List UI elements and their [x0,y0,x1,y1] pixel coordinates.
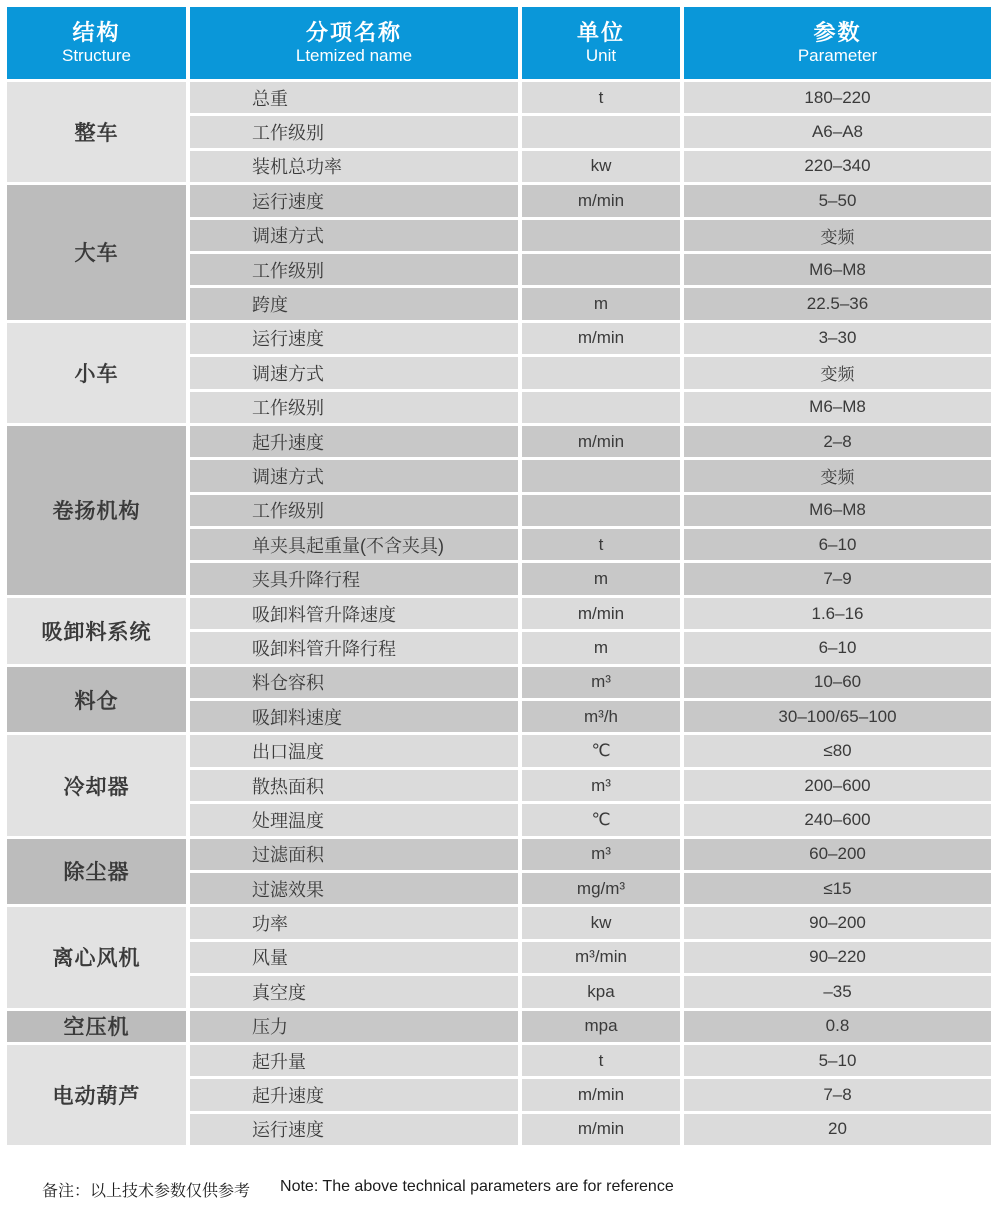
item-name-cell: 运行速度 [190,323,518,354]
header-structure-en: Structure [62,46,131,65]
table-group [7,839,993,905]
parameter-cell: ≤15 [684,873,991,904]
header-parameter-en: Parameter [797,46,878,65]
item-name-cell: 料仓容积 [190,667,518,698]
unit-cell [522,116,680,147]
footer-note-zh: 备注：以上技术参数仅供参考 [42,1183,251,1200]
structure-label: 卷扬机构 [7,426,186,595]
table-row [190,357,993,388]
group-rows [190,323,993,423]
table-row [190,1079,993,1110]
item-name-cell: 调速方式 [190,220,518,251]
table-row [190,220,993,251]
group-rows [190,1011,993,1042]
header-cell-unit [522,7,680,79]
parameter-cell: 6–10 [684,632,991,663]
structure-label: 小车 [7,323,186,423]
unit-cell: m/min [522,598,680,629]
unit-cell [522,220,680,251]
parameter-cell: 90–220 [684,942,991,973]
unit-cell [522,392,680,423]
unit-cell: m³/min [522,942,680,973]
unit-cell: t [522,82,680,113]
table-row [190,460,993,491]
header-cell-parameter [684,7,991,79]
technical-parameters-table [7,7,993,1148]
parameter-cell: 1.6–16 [684,598,991,629]
item-name-cell: 调速方式 [190,357,518,388]
unit-cell: mpa [522,1011,680,1042]
parameter-cell: 60–200 [684,839,991,870]
table-body [7,82,993,1145]
item-name-cell: 吸卸料速度 [190,701,518,732]
unit-cell: m³ [522,770,680,801]
table-group [7,1045,993,1145]
table-group [7,1011,993,1042]
table-row [190,529,993,560]
group-rows [190,735,993,835]
item-name-cell: 总重 [190,82,518,113]
parameter-cell: 变频 [684,220,991,251]
structure-label: 料仓 [7,667,186,733]
parameter-cell: 220–340 [684,151,991,182]
header-itemized-name-en: Ltemized name [295,46,413,65]
header-cell-itemized-name [190,7,518,79]
parameter-cell: 7–9 [684,563,991,594]
parameter-cell: 5–50 [684,185,991,216]
item-name-cell: 起升速度 [190,1079,518,1110]
unit-cell: m [522,288,680,319]
item-name-cell: 起升速度 [190,426,518,457]
table-row [190,151,993,182]
parameter-cell: M6–M8 [684,392,991,423]
unit-cell: kpa [522,976,680,1007]
table-row [190,873,993,904]
parameter-cell: 22.5–36 [684,288,991,319]
item-name-cell: 起升量 [190,1045,518,1076]
table-row [190,839,993,870]
group-rows [190,598,993,664]
parameter-cell: M6–M8 [684,495,991,526]
group-rows [190,839,993,905]
unit-cell: m/min [522,426,680,457]
parameter-cell: 变频 [684,460,991,491]
parameter-cell: 200–600 [684,770,991,801]
group-rows [190,82,993,182]
item-name-cell: 真空度 [190,976,518,1007]
unit-cell: mg/m³ [522,873,680,904]
unit-cell: ℃ [522,804,680,835]
header-structure-zh: 结构 [72,19,121,45]
table-row [190,82,993,113]
unit-cell: m³/h [522,701,680,732]
unit-cell: t [522,1045,680,1076]
table-row [190,426,993,457]
header-itemized-name-zh: 分项名称 [305,19,402,45]
item-name-cell: 运行速度 [190,185,518,216]
unit-cell [522,460,680,491]
parameter-cell: 240–600 [684,804,991,835]
header-parameter-zh: 参数 [813,19,862,45]
table-row [190,1114,993,1145]
table-row [190,632,993,663]
table-group [7,426,993,595]
unit-cell: m³ [522,839,680,870]
unit-cell [522,357,680,388]
structure-label: 离心风机 [7,907,186,1007]
structure-label: 空压机 [7,1011,186,1042]
table-header [7,7,993,79]
unit-cell: m³ [522,667,680,698]
parameter-cell: A6–A8 [684,116,991,147]
footer-note [42,1178,674,1201]
parameter-cell: 20 [684,1114,991,1145]
table-row [190,942,993,973]
unit-cell: m [522,632,680,663]
parameter-cell: –35 [684,976,991,1007]
table-row [190,116,993,147]
parameter-cell: 30–100/65–100 [684,701,991,732]
table-row [190,495,993,526]
structure-label: 整车 [7,82,186,182]
unit-cell: m/min [522,323,680,354]
item-name-cell: 运行速度 [190,1114,518,1145]
table-group [7,907,993,1007]
table-group [7,82,993,182]
unit-cell: t [522,529,680,560]
header-cell-structure [7,7,186,79]
structure-label: 电动葫芦 [7,1045,186,1145]
table-row [190,598,993,629]
table-row [190,288,993,319]
header-unit-zh: 单位 [576,19,625,45]
parameter-cell: 5–10 [684,1045,991,1076]
structure-label: 除尘器 [7,839,186,905]
item-name-cell: 调速方式 [190,460,518,491]
item-name-cell: 过滤面积 [190,839,518,870]
item-name-cell: 功率 [190,907,518,938]
group-rows [190,185,993,320]
table-row [190,770,993,801]
parameter-cell: 6–10 [684,529,991,560]
structure-label: 大车 [7,185,186,320]
item-name-cell: 吸卸料管升降行程 [190,632,518,663]
table-group [7,735,993,835]
item-name-cell: 装机总功率 [190,151,518,182]
unit-cell: m [522,563,680,594]
unit-cell: m/min [522,1079,680,1110]
table-row [190,804,993,835]
unit-cell [522,495,680,526]
item-name-cell: 压力 [190,1011,518,1042]
table-row [190,735,993,766]
item-name-cell: 吸卸料管升降速度 [190,598,518,629]
table-row [190,701,993,732]
unit-cell: kw [522,907,680,938]
parameter-cell: 变频 [684,357,991,388]
parameter-cell: 90–200 [684,907,991,938]
table-group [7,598,993,664]
item-name-cell: 夹具升降行程 [190,563,518,594]
unit-cell: kw [522,151,680,182]
table-row [190,323,993,354]
item-name-cell: 工作级别 [190,495,518,526]
parameter-cell: 7–8 [684,1079,991,1110]
parameter-cell: ≤80 [684,735,991,766]
group-rows [190,907,993,1007]
item-name-cell: 工作级别 [190,116,518,147]
item-name-cell: 过滤效果 [190,873,518,904]
structure-label: 吸卸料系统 [7,598,186,664]
parameter-cell: 180–220 [684,82,991,113]
item-name-cell: 单夹具起重量(不含夹具) [190,529,518,560]
table-row [190,907,993,938]
table-row [190,563,993,594]
unit-cell [522,254,680,285]
table-group [7,667,993,733]
item-name-cell: 散热面积 [190,770,518,801]
table-row [190,667,993,698]
item-name-cell: 风量 [190,942,518,973]
item-name-cell: 工作级别 [190,392,518,423]
unit-cell: m/min [522,185,680,216]
unit-cell: ℃ [522,735,680,766]
parameter-cell: M6–M8 [684,254,991,285]
table-row [190,1045,993,1076]
footer-note-en: Note: The above technical parameters are for reference [280,1178,674,1195]
group-rows [190,667,993,733]
structure-label: 冷却器 [7,735,186,835]
table-row [190,392,993,423]
item-name-cell: 出口温度 [190,735,518,766]
item-name-cell: 工作级别 [190,254,518,285]
table-row [190,1011,993,1042]
header-unit-en: Unit [585,46,617,65]
table-row [190,185,993,216]
table-group [7,185,993,320]
item-name-cell: 跨度 [190,288,518,319]
parameter-cell: 2–8 [684,426,991,457]
table-row [190,976,993,1007]
item-name-cell: 处理温度 [190,804,518,835]
unit-cell: m/min [522,1114,680,1145]
table-group [7,323,993,423]
parameter-cell: 0.8 [684,1011,991,1042]
parameter-cell: 10–60 [684,667,991,698]
group-rows [190,426,993,595]
parameter-cell: 3–30 [684,323,991,354]
group-rows [190,1045,993,1145]
table-row [190,254,993,285]
